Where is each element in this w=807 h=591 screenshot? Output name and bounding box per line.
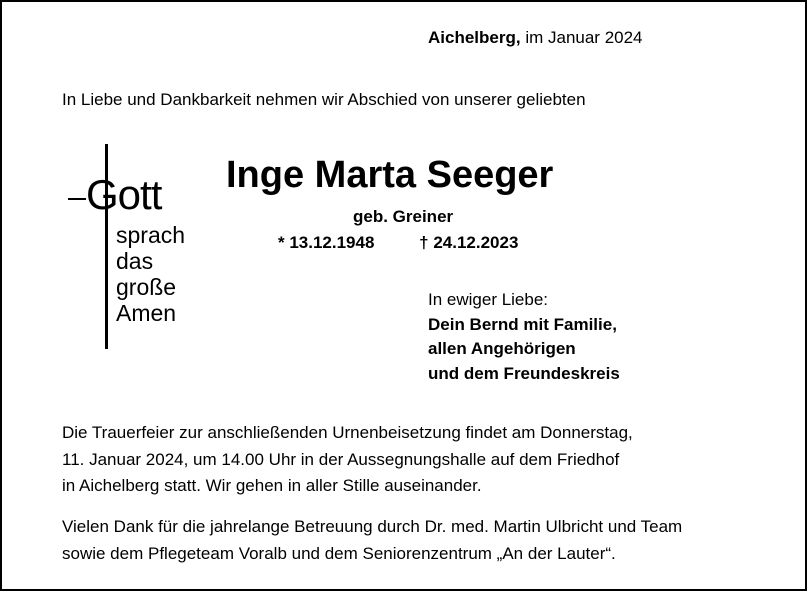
intro-text: In Liebe und Dankbarkeit nehmen wir Abschied von unserer geliebten [62,90,586,109]
deceased-name: Inge Marta Seeger [226,154,554,196]
emblem-line: das [116,248,154,274]
thanks-paragraph [62,514,682,567]
emblem-line: sprach [116,222,186,248]
ceremony-line: 11. Januar 2024, um 14.00 Uhr in der Aussegnungshalle auf dem Friedhof [62,449,620,469]
ceremony-line: Die Trauerfeier zur anschließenden Urnenbeisetzung findet am Donnerstag, [62,423,633,442]
mourner-line: Dein Bernd mit Familie, [428,314,617,334]
ceremony-paragraph [62,420,633,500]
date: im Januar 2024 [525,28,643,47]
life-dates [278,232,518,254]
birth-date: * 13.12.1948 [278,233,375,252]
emblem-title: Gott [86,171,162,218]
emblem-line: Amen [116,300,177,326]
thanks-line: sowie dem Pflegeteam Voralb und dem Seniorenzentrum „An der Lauter“. [62,543,616,563]
thanks-line: Vielen Dank für die jahrelange Betreuung durch Dr. med. Martin Ulbricht und Team [62,517,683,536]
birth-name: geb. Greiner [353,207,454,226]
place-date-line [428,27,643,49]
mourners-intro: In ewiger Liebe: [428,290,549,309]
emblem-line: große [116,274,177,300]
cross-horizontal-bar [68,198,86,200]
mourner-line: allen Angehörigen [428,339,576,358]
emblem-verse [116,222,185,326]
cross-emblem [64,144,204,354]
place: Aichelberg, [428,28,521,47]
death-date: † 24.12.2023 [419,233,519,252]
mourners-block [428,288,620,386]
ceremony-line: in Aichelberg statt. Wir gehen in aller Stille auseinander. [62,476,482,495]
mourner-line: und dem Freundeskreis [428,363,620,383]
